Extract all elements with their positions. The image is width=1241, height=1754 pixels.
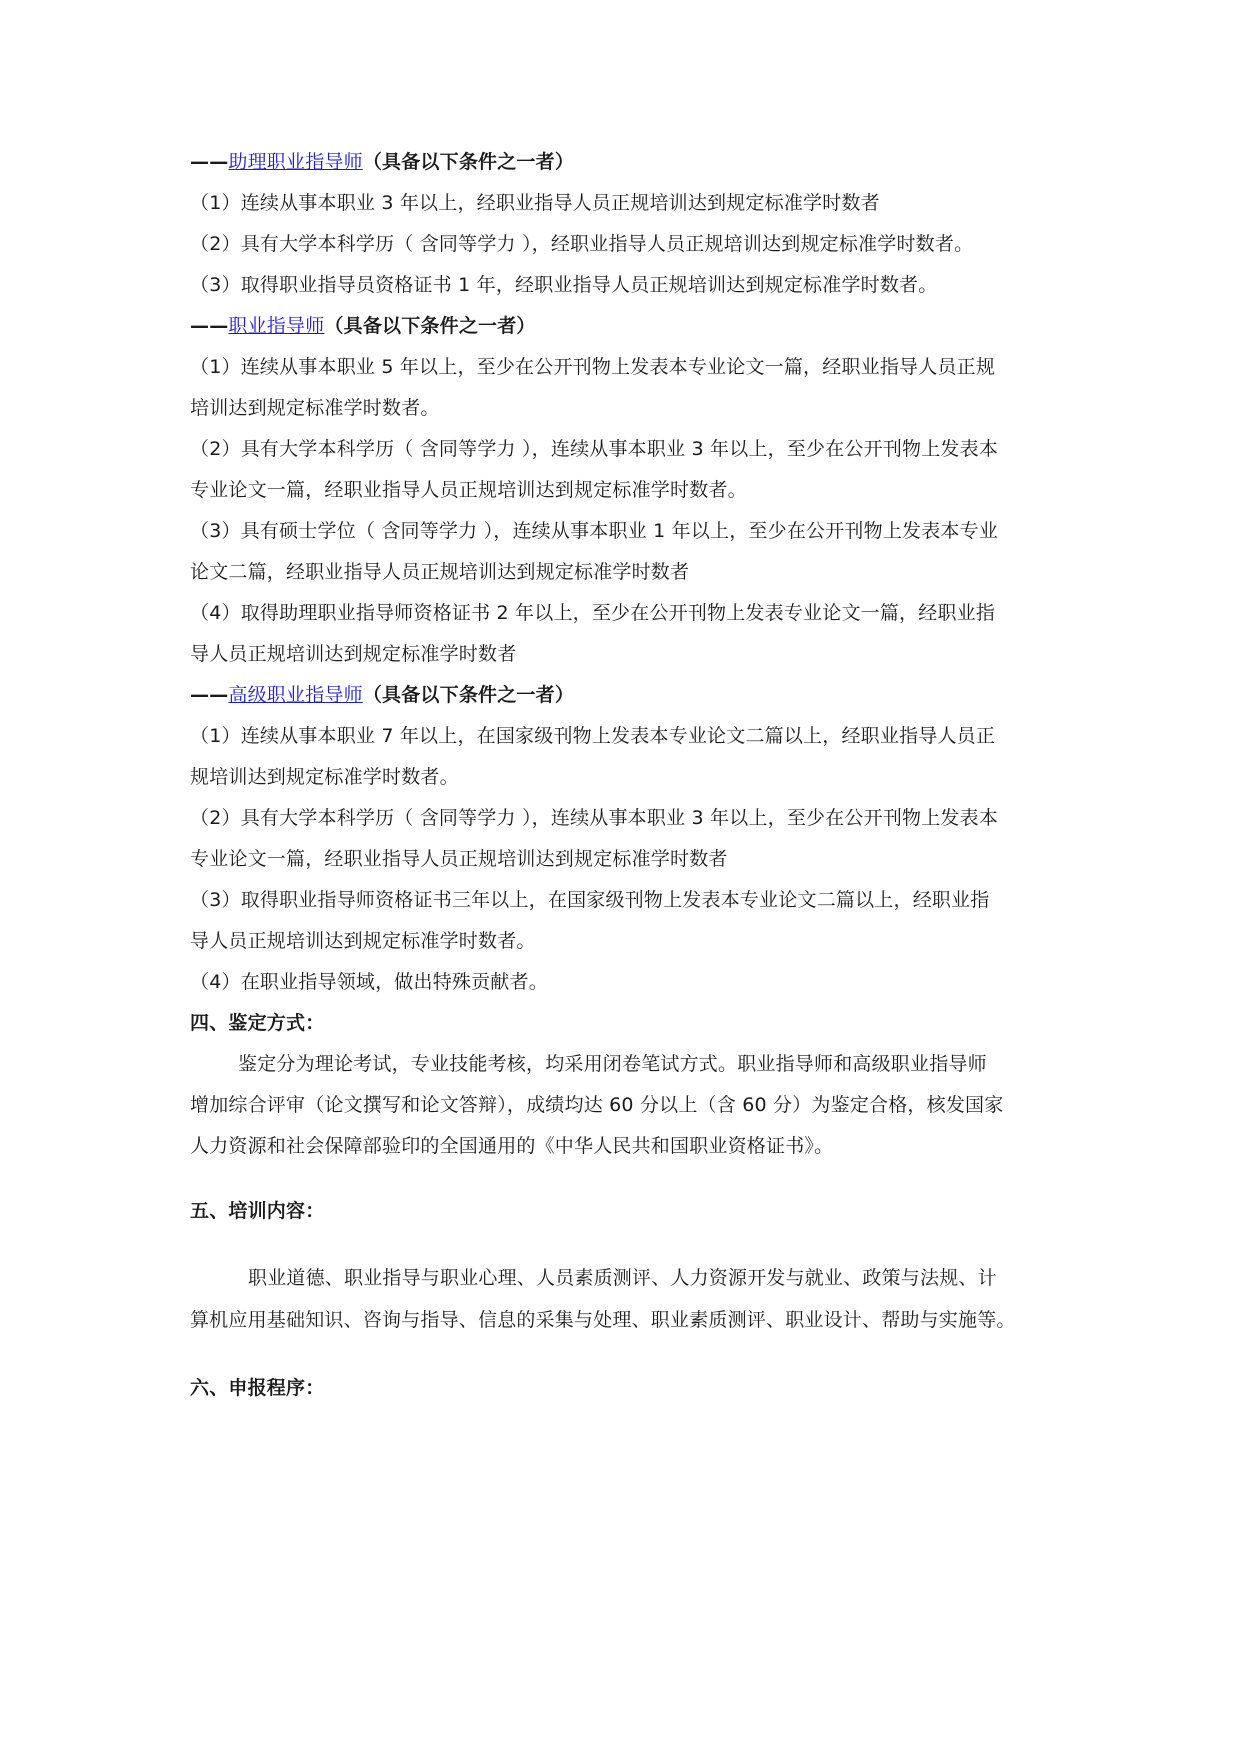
paragraph-line: 职业道德、职业指导与职业心理、人员素质测评、人力资源开发与就业、政策与法规、计 xyxy=(248,1267,997,1289)
paragraph-line: （2）具有大学本科学历（ 含同等学力 ），连续从事本职业 3 年以上，至少在公开刊物上发表本 xyxy=(190,807,999,829)
assistant-mentor-link[interactable]: 助理职业指导师 xyxy=(228,151,363,173)
paragraph-line: 规培训达到规定标准学时数者。 xyxy=(190,766,459,788)
mentor-link[interactable]: 职业指导师 xyxy=(228,315,325,337)
heading-qualifier: （具备以下条件之一者） xyxy=(362,684,575,706)
training-heading: 五、培训内容： xyxy=(190,1200,325,1222)
paragraph-line: 专业论文一篇，经职业指导人员正规培训达到规定标准学时数者。 xyxy=(190,479,747,501)
paragraph-line: （1）连续从事本职业 5 年以上，至少在公开刊物上发表本专业论文一篇，经职业指导人员正规 xyxy=(190,356,996,378)
paragraph-line: 人力资源和社会保障部验印的全国通用的《中华人民共和国职业资格证书》。 xyxy=(190,1135,834,1157)
senior-mentor-link[interactable]: 高级职业指导师 xyxy=(228,684,363,706)
paragraph-line: （1）连续从事本职业 3 年以上，经职业指导人员正规培训达到规定标准学时数者 xyxy=(190,192,880,214)
paragraph-line: 增加综合评审（论文撰写和论文答辩），成绩均达 60 分以上（含 60 分）为鉴定合格，核发国家 xyxy=(190,1094,1004,1116)
paragraph-line: 算机应用基础知识、咨询与指导、信息的采集与处理、职业素质测评、职业设计、帮助与实施等。 xyxy=(190,1309,1016,1331)
paragraph-line: （3）取得职业指导员资格证书 1 年，经职业指导人员正规培训达到规定标准学时数者。 xyxy=(190,274,938,296)
paragraph-line: 论文二篇，经职业指导人员正规培训达到规定标准学时数者 xyxy=(190,561,690,583)
application-heading: 六、申报程序： xyxy=(190,1377,325,1399)
assistant-mentor-heading xyxy=(190,150,1070,174)
heading-qualifier: （具备以下条件之一者） xyxy=(324,315,536,337)
heading-dash: —— xyxy=(190,315,229,337)
paragraph-line: 导人员正规培训达到规定标准学时数者。 xyxy=(190,930,536,952)
paragraph-line: 培训达到规定标准学时数者。 xyxy=(190,397,440,419)
paragraph-line: （1）连续从事本职业 7 年以上，在国家级刊物上发表本专业论文二篇以上，经职业指导人员正 xyxy=(190,725,996,747)
paragraph-line: （4）在职业指导领域，做出特殊贡献者。 xyxy=(190,971,548,993)
senior-mentor-heading xyxy=(190,683,1070,707)
paragraph-line: 导人员正规培训达到规定标准学时数者 xyxy=(190,643,517,665)
paragraph-line: （2）具有大学本科学历（ 含同等学力 ），连续从事本职业 3 年以上，至少在公开刊物上发表本 xyxy=(190,438,999,460)
paragraph-line: （3）取得职业指导师资格证书三年以上，在国家级刊物上发表本专业论文二篇以上，经职业指 xyxy=(190,889,990,911)
paragraph-line: 专业论文一篇，经职业指导人员正规培训达到规定标准学时数者 xyxy=(190,848,728,870)
mentor-heading xyxy=(190,314,1070,338)
appraisal-heading: 四、鉴定方式： xyxy=(190,1012,325,1034)
paragraph-line: （3）具有硕士学位（ 含同等学力 ），连续从事本职业 1 年以上，至少在公开刊物上发表本专业 xyxy=(190,520,999,542)
paragraph-line: （2）具有大学本科学历（ 含同等学力 ），经职业指导人员正规培训达到规定标准学时数者。 xyxy=(190,233,974,255)
paragraph-line: 鉴定分为理论考试，专业技能考核，均采用闭卷笔试方式。职业指导师和高级职业指导师 xyxy=(238,1053,987,1075)
heading-dash: —— xyxy=(190,684,229,706)
heading-qualifier: （具备以下条件之一者） xyxy=(362,151,575,173)
paragraph-line: （4）取得助理职业指导师资格证书 2 年以上，至少在公开刊物上发表专业论文一篇，经职业指 xyxy=(190,602,996,624)
heading-dash: —— xyxy=(190,151,229,173)
